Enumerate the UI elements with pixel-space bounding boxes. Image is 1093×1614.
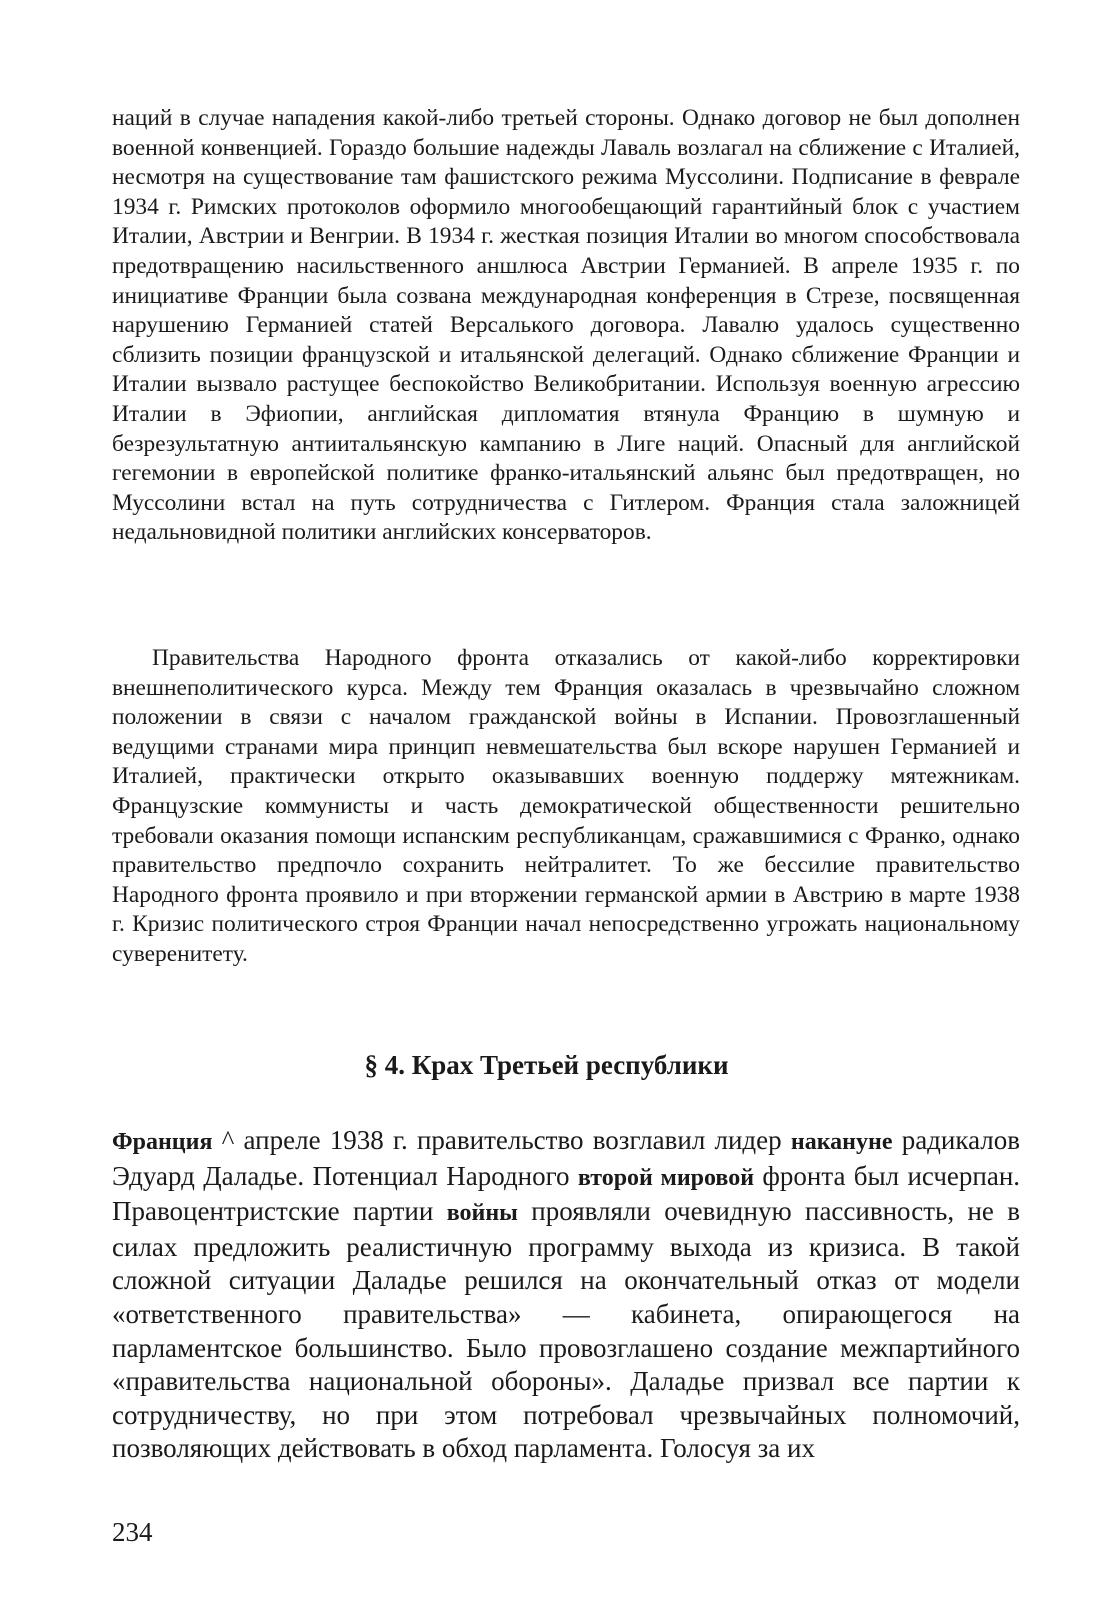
paragraph-text: проявляли очевидную пассивность, не в силах предложить реалистичную программу выхода из кризиса. В такой сложной ситуации Даладье решился на окончательный отказ от модели «ответственного правительства» — кабинета, опирающегося на парламентское большинство. Было провозглашено создание межпартийного «правительства национальной обороны». Даладье призвал все партии к сотрудничеству, но при этом потребовал чрезвычайных полномочий, позволяющих действовать в обход парламента. Голосуя за их [112,1196,1020,1464]
paragraph-2: Правительства Народного фронта отказались от какой-либо корректировки внешнеполитического курса. Между тем Франция оказалась в чрезвычайно сложном положении в связи с началом гражданской войны в Испании. Провозглашенный ведущими странами мира принцип невмешательства был вскоре нарушен Германией и Италией, практически открыто оказывавших военную поддержу мятежникам. Французские коммунисты и часть демократической общественности решительно требовали оказания помощи испанским республиканцам, сражавшимися с Франко, однако правительство предпочло сохранить нейтралитет. То же бессилие правительство Народного фронта проявило и при вторжении германской армии в Австрию в марте 1938 г. Кризис политического строя Франции начал непосредственно угрожать национальному суверенитету. [112,645,1020,967]
paragraph-3 [112,1124,1020,1466]
paragraph-text: фронта был исчерпан. Правоцентристские партии [112,1160,1021,1227]
margin-note-word: Франция [112,1129,213,1155]
caret-mark: ^ [221,1125,235,1155]
margin-note-word: накануне [790,1129,893,1155]
section-heading: § 4. Крах Третьей республики [364,1050,729,1080]
paragraph-1: наций в случае нападения какой-либо третьей стороны. Однако договор не был дополнен военной конвенцией. Гораздо большие надежды Лаваль возлагал на сближение с Италией, несмотря на существование там фашистского режима Муссолини. Подписание в феврале 1934 г. Римских протоколов оформило многообещающий гарантийный блок с участием Италии, Австрии и Венгрии. В 1934 г. жесткая позиция Италии во многом способствовала предотвращению насильственного аншлюса Австрии Германией. В апреле 1935 г. по инициативе Франции была созвана международная конференция в Стрезе, посвященная нарушению Германией статей Версалького договора. Лавалю удалось существенно сблизить позиции французской и итальянской делегаций. Однако сближение Франции и Италии вызвало растущее беспокойство Великобритании. Используя военную агрессию Италии в Эфиопии, английская дипломатия втянула Францию в шумную и безрезультатную антиитальянскую кампанию в Лиге наций. Опасный для английской гегемонии в европейской политике франко-итальянский альянс был предотвращен, но Муссолини встал на путь сотрудничества с Гитлером. Франция стала заложницей недальновидной политики английских консерваторов. [112,105,1020,546]
page-number: 234 [112,1517,153,1547]
margin-note-word: войны [446,1200,518,1227]
margin-note-word: второй мировой [577,1164,755,1191]
paragraph-text: апреле 1938 г. правительство возглавил лидер [243,1125,782,1155]
paragraph-text: радикалов Эдуард Даладье. Потенциал Народного [112,1125,1021,1191]
